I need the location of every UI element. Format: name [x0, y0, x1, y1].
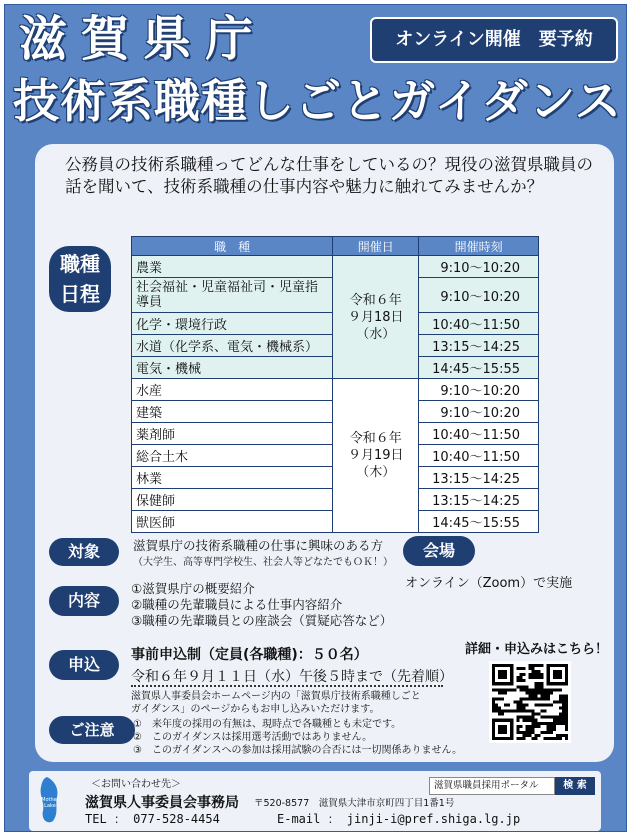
table-row	[132, 379, 539, 401]
job-cell: 林業	[132, 467, 333, 489]
date-cell: 令和６年 ９月19日 （木）	[333, 379, 419, 533]
notice-item: ① 来年度の採用の有無は、現時点で各職種とも未定です。	[133, 719, 402, 730]
notice-item: ② このガイダンスは採用選考活動ではありません。	[133, 732, 373, 743]
job-cell: 農業	[132, 256, 333, 278]
detail-link-label[interactable]: 詳細・申込みはこちら！	[465, 642, 609, 657]
time-cell: 9:10～10:20	[419, 256, 539, 278]
header-job: 職 種	[132, 237, 333, 256]
target-subtext: （大学生、高等専門学校生、社会人等どなたでもＯＫ！）	[133, 557, 393, 568]
flyer-frame	[4, 4, 627, 832]
table-row	[132, 256, 539, 278]
job-cell: 化学・環境行政	[132, 313, 333, 335]
job-cell: 総合土木	[132, 445, 333, 467]
time-cell: 13:15～14:25	[419, 489, 539, 511]
job-cell: 水道（化学系、電気・機械系）	[132, 335, 333, 357]
job-cell: 獣医師	[132, 511, 333, 533]
notice-item: ③ このガイダンスへの参加は採用試験の合否には一切関係ありません。	[133, 745, 463, 756]
job-cell: 水産	[132, 379, 333, 401]
telephone: TEL ： 077-528-4454	[85, 812, 220, 826]
content-list	[131, 581, 392, 629]
apply-title: 事前申込制（定員(各職種)：５０名）	[131, 647, 368, 663]
apply-note-line: 滋賀県人事委員会ホームページ内の「滋賀県庁技術系職種しごと	[131, 691, 421, 702]
apply-note-line: ガイダンス」のページからもお申し込みいただけます。	[131, 704, 380, 715]
notice-list	[133, 718, 462, 757]
mother-lake-logo-icon	[35, 775, 65, 825]
date-cell: 令和６年 ９月18日 （水）	[333, 256, 419, 379]
content-item: ①滋賀県庁の概要紹介	[131, 581, 255, 596]
apply-label: 申込	[49, 650, 119, 680]
svg-text:Lake: Lake	[44, 803, 56, 809]
time-cell: 13:15～14:25	[419, 467, 539, 489]
organization-name: 滋賀県人事委員会事務局	[85, 795, 239, 811]
job-cell: 保健師	[132, 489, 333, 511]
time-cell: 10:40～11:50	[419, 423, 539, 445]
apply-note	[131, 690, 421, 716]
venue-label: 会場	[403, 536, 475, 566]
venue-text: オンライン（Zoom）で実施	[405, 576, 573, 591]
job-cell: 薬剤師	[132, 423, 333, 445]
time-cell: 14:45～15:55	[419, 357, 539, 379]
schedule-table	[131, 236, 539, 533]
deadline-underline	[131, 685, 443, 687]
portal-search-box[interactable]: 滋賀県職員採用ポータル	[429, 777, 555, 795]
header-time: 開催時刻	[419, 237, 539, 256]
time-cell: 14:45～15:55	[419, 511, 539, 533]
content-label: 内容	[49, 586, 119, 616]
notice-label: ご注意	[49, 716, 135, 744]
content-item: ②職種の先輩職員による仕事内容紹介	[131, 597, 343, 612]
time-cell: 9:10～10:20	[419, 379, 539, 401]
title-line1: 滋賀県庁	[19, 11, 268, 67]
job-cell: 建築	[132, 401, 333, 423]
content-item: ③職種の先輩職員との座談会（質疑応答など）	[131, 613, 393, 628]
time-cell: 10:40～11:50	[419, 445, 539, 467]
search-button[interactable]: 検 索	[555, 777, 595, 795]
online-reservation-badge: オンライン開催 要予約	[370, 17, 618, 63]
qr-code-icon[interactable]	[489, 661, 571, 743]
address: 〒520-8577 滋賀県大津市京町四丁目1番1号	[254, 798, 455, 809]
job-cell: 電気・機械	[132, 357, 333, 379]
header-date: 開催日	[333, 237, 419, 256]
email[interactable]: E-mail ： jinji-i@pref.shiga.lg.jp	[277, 812, 521, 826]
intro-text: 公務員の技術系職種ってどんな仕事をしているの？現役の滋賀県職員の話を聞いて、技術系職種の仕事内容や魅力に触れてみませんか？	[65, 155, 593, 196]
apply-deadline: 令和６年９月１１日（水）午後５時まで（先着順）	[131, 669, 453, 685]
target-text: 滋賀県庁の技術系職種の仕事に興味のある方	[133, 538, 384, 553]
job-cell: 社会福祉・児童福祉司・児童指導員	[132, 278, 333, 313]
target-label: 対象	[49, 538, 119, 566]
time-cell: 9:10～10:20	[419, 401, 539, 423]
contact-label: ＜お問い合わせ先＞	[91, 779, 181, 790]
svg-text:Mother: Mother	[41, 797, 59, 803]
schedule-label: 職種 日程	[49, 246, 111, 312]
main-panel	[35, 144, 614, 762]
title-line2: 技術系職種しごとガイダンス	[13, 74, 622, 128]
time-cell: 13:15～14:25	[419, 335, 539, 357]
footer-contact	[29, 771, 601, 831]
time-cell: 10:40～11:50	[419, 313, 539, 335]
time-cell: 9:10～10:20	[419, 278, 539, 313]
